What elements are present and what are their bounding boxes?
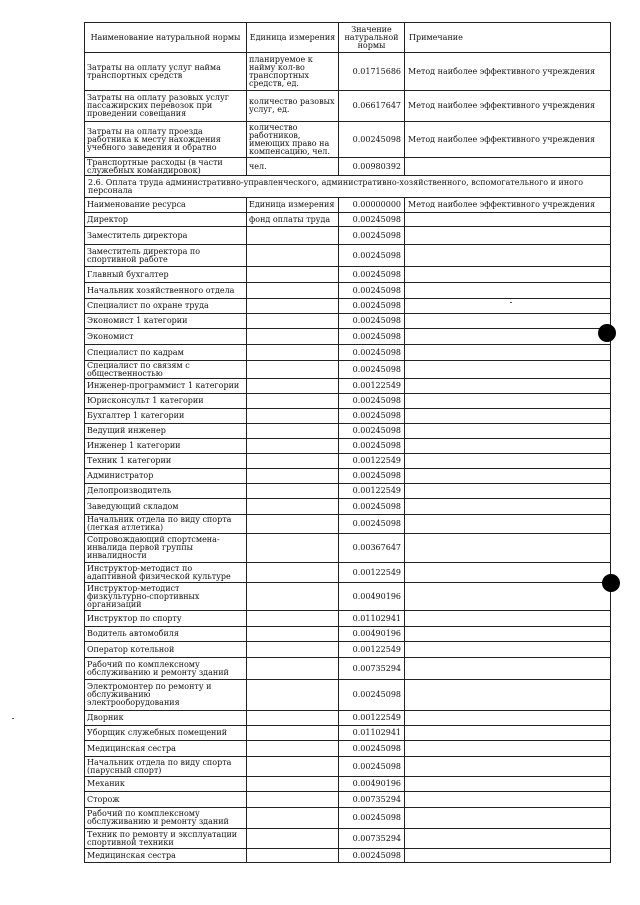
norm-value: 0.01715686 xyxy=(339,53,405,91)
note-cell xyxy=(405,534,611,563)
resource-name: Уборщик служебных помещений xyxy=(85,726,247,741)
unit-cell xyxy=(247,394,339,409)
table-row xyxy=(85,91,611,122)
unit-cell xyxy=(247,379,339,394)
norm-value: 0.00122549 xyxy=(339,711,405,726)
norm-value: 0.00122549 xyxy=(339,563,405,583)
unit-cell xyxy=(247,849,339,863)
table-row xyxy=(85,658,611,680)
note-cell xyxy=(405,741,611,757)
resource-name: Затраты на оплату услуг найма транспортных средств xyxy=(85,53,247,91)
resource-name: Техник 1 категории xyxy=(85,454,247,469)
table-row xyxy=(85,267,611,283)
unit-cell xyxy=(247,534,339,563)
note-cell xyxy=(405,361,611,379)
unit-cell xyxy=(247,642,339,658)
norm-value: 0.00490196 xyxy=(339,777,405,792)
resource-name: Инженер-программист 1 категории xyxy=(85,379,247,394)
resource-name: Начальник отдела по виду спорта (парусный спорт) xyxy=(85,757,247,777)
norm-value: 0.00245098 xyxy=(339,499,405,515)
norm-value: 0.00245098 xyxy=(339,361,405,379)
table-row xyxy=(85,394,611,409)
resource-name: Техник по ремонту и эксплуатации спортивной техники xyxy=(85,829,247,849)
norm-value: 0.00245098 xyxy=(339,680,405,711)
resource-name: Специалист по охране труда xyxy=(85,299,247,314)
resource-name: Дворник xyxy=(85,711,247,726)
norm-value: 0.00245098 xyxy=(339,424,405,439)
table-row xyxy=(85,245,611,267)
note-cell xyxy=(405,849,611,863)
punch-hole xyxy=(598,324,616,342)
note-cell xyxy=(405,379,611,394)
norm-value: 0.00245098 xyxy=(339,245,405,267)
note-cell xyxy=(405,329,611,345)
norm-value: 0.00245098 xyxy=(339,299,405,314)
norm-value: 0.00245098 xyxy=(339,394,405,409)
unit-cell xyxy=(247,469,339,484)
table-row xyxy=(85,680,611,711)
table-row xyxy=(85,726,611,741)
resource-name: Заведующий складом xyxy=(85,499,247,515)
resource-name: Заместитель директора xyxy=(85,227,247,245)
note-cell xyxy=(405,808,611,829)
note-cell xyxy=(405,314,611,329)
norm-value: 0.00245098 xyxy=(339,741,405,757)
table-row xyxy=(85,777,611,792)
resource-name: Рабочий по комплексному обслуживанию и ремонту зданий xyxy=(85,658,247,680)
resource-name: Начальник отдела по виду спорта (легкая атлетика) xyxy=(85,515,247,534)
resource-name: Транспортные расходы (в части служебных командировок) xyxy=(85,158,247,176)
unit-cell: фонд оплаты труда xyxy=(247,213,339,227)
unit-cell: чел. xyxy=(247,158,339,176)
note-cell xyxy=(405,792,611,808)
resource-name: Медицинская сестра xyxy=(85,849,247,863)
norm-value: 0.00245098 xyxy=(339,757,405,777)
note-cell xyxy=(405,658,611,680)
table-row xyxy=(85,439,611,454)
table-row xyxy=(85,424,611,439)
note-cell xyxy=(405,583,611,611)
unit-cell xyxy=(247,563,339,583)
norm-value: 0.01102941 xyxy=(339,726,405,741)
norms-table xyxy=(84,22,611,863)
resource-name: Делопроизводитель xyxy=(85,484,247,499)
norm-value: 0.00245098 xyxy=(339,515,405,534)
unit-cell xyxy=(247,299,339,314)
norm-value: 0.00245098 xyxy=(339,439,405,454)
norm-value: 0.01102941 xyxy=(339,611,405,627)
table-row xyxy=(85,53,611,91)
note-cell xyxy=(405,424,611,439)
table-row xyxy=(85,227,611,245)
resource-name: Инструктор по спорту xyxy=(85,611,247,627)
resource-name: Рабочий по комплексному обслуживанию и ремонту зданий xyxy=(85,808,247,829)
unit-cell xyxy=(247,777,339,792)
table-row xyxy=(85,379,611,394)
resource-name: Сторож xyxy=(85,792,247,808)
note-cell xyxy=(405,158,611,176)
table-row xyxy=(85,329,611,345)
norm-value: 0.00735294 xyxy=(339,658,405,680)
norms-table-body xyxy=(85,23,611,863)
header-unit: Единица измерения xyxy=(247,198,339,213)
resource-name: Заместитель директора по спортивной работе xyxy=(85,245,247,267)
table-row xyxy=(85,409,611,424)
note-cell: Метод наиболее эффективного учреждения xyxy=(405,53,611,91)
table-row xyxy=(85,642,611,658)
norm-value: 0.00122549 xyxy=(339,379,405,394)
unit-cell: количество работников, имеющих право на компенсацию, чел. xyxy=(247,122,339,158)
unit-cell xyxy=(247,484,339,499)
resource-name: Затраты на оплату проезда работника к месту нахождения учебного заведения и обратно xyxy=(85,122,247,158)
note-cell xyxy=(405,439,611,454)
note-cell xyxy=(405,227,611,245)
note-cell xyxy=(405,454,611,469)
norm-value: 0.00245098 xyxy=(339,122,405,158)
table-row xyxy=(85,122,611,158)
norm-value: 0.00245098 xyxy=(339,808,405,829)
resource-name: Оператор котельной xyxy=(85,642,247,658)
table-row xyxy=(85,314,611,329)
resource-name: Механик xyxy=(85,777,247,792)
resource-name: Администратор xyxy=(85,469,247,484)
header-note: Метод наиболее эффективного учреждения xyxy=(405,198,611,213)
note-cell: Метод наиболее эффективного учреждения xyxy=(405,122,611,158)
unit-cell xyxy=(247,499,339,515)
header-note: Примечание xyxy=(405,23,611,53)
note-cell xyxy=(405,484,611,499)
unit-cell xyxy=(247,314,339,329)
table-row xyxy=(85,563,611,583)
table-row xyxy=(85,345,611,361)
unit-cell xyxy=(247,361,339,379)
resource-name: Экономист 1 категории xyxy=(85,314,247,329)
note-cell xyxy=(405,611,611,627)
unit-cell xyxy=(247,267,339,283)
resource-name: Главный бухгалтер xyxy=(85,267,247,283)
unit-cell xyxy=(247,808,339,829)
resource-name: Инструктор-методист физкультурно-спортивных организаций xyxy=(85,583,247,611)
norm-value: 0.00122549 xyxy=(339,454,405,469)
unit-cell xyxy=(247,329,339,345)
table-row xyxy=(85,611,611,627)
resource-name: Специалист по кадрам xyxy=(85,345,247,361)
unit-cell xyxy=(247,627,339,642)
note-cell xyxy=(405,469,611,484)
scan-speck xyxy=(510,302,512,303)
note-cell xyxy=(405,711,611,726)
unit-cell xyxy=(247,245,339,267)
resource-name: Юрисконсульт 1 категории xyxy=(85,394,247,409)
resource-name: Бухгалтер 1 категории xyxy=(85,409,247,424)
note-cell xyxy=(405,726,611,741)
table-row xyxy=(85,583,611,611)
norm-value: 0.00245098 xyxy=(339,345,405,361)
header-name: Наименование натуральной нормы xyxy=(85,23,247,53)
resource-name: Экономист xyxy=(85,329,247,345)
norm-value: 0.00122549 xyxy=(339,642,405,658)
note-cell xyxy=(405,563,611,583)
unit-cell xyxy=(247,345,339,361)
table-row xyxy=(85,499,611,515)
unit-cell xyxy=(247,424,339,439)
header-unit: Единица измерения xyxy=(247,23,339,53)
resource-name: Водитель автомобиля xyxy=(85,627,247,642)
resource-name: Директор xyxy=(85,213,247,227)
norm-value: 0.00245098 xyxy=(339,283,405,299)
unit-cell xyxy=(247,611,339,627)
table-row xyxy=(85,158,611,176)
resource-name: Инструктор-методист по адаптивной физической культуре xyxy=(85,563,247,583)
norm-value: 0.00980392 xyxy=(339,158,405,176)
table-row xyxy=(85,829,611,849)
section-row xyxy=(85,176,611,198)
resource-name: Медицинская сестра xyxy=(85,741,247,757)
table-row xyxy=(85,741,611,757)
note-cell xyxy=(405,299,611,314)
table-row xyxy=(85,849,611,863)
unit-cell xyxy=(247,726,339,741)
norm-value: 0.00245098 xyxy=(339,213,405,227)
note-cell xyxy=(405,627,611,642)
unit-cell xyxy=(247,658,339,680)
header-resource-name: Наименование ресурса xyxy=(85,198,247,213)
header-value: 0.00000000 xyxy=(339,198,405,213)
unit-cell xyxy=(247,583,339,611)
norm-value: 0.00735294 xyxy=(339,792,405,808)
resource-name: Электромонтер по ремонту и обслуживанию электрооборудования xyxy=(85,680,247,711)
table-row xyxy=(85,469,611,484)
table-row xyxy=(85,792,611,808)
table-row xyxy=(85,534,611,563)
note-cell xyxy=(405,245,611,267)
unit-cell xyxy=(247,409,339,424)
note-cell xyxy=(405,642,611,658)
note-cell xyxy=(405,499,611,515)
note-cell xyxy=(405,394,611,409)
note-cell xyxy=(405,409,611,424)
unit-cell xyxy=(247,757,339,777)
table-row xyxy=(85,213,611,227)
section-title: 2.6. Оплата труда административно-управленческого, административно-хозяйственного, вспомогательного и иного персонала xyxy=(85,176,611,198)
resource-name: Специалист по связям с общественностью xyxy=(85,361,247,379)
unit-cell xyxy=(247,439,339,454)
table-row xyxy=(85,454,611,469)
unit-cell xyxy=(247,227,339,245)
note-cell xyxy=(405,515,611,534)
unit-cell xyxy=(247,792,339,808)
note-cell xyxy=(405,283,611,299)
norm-value: 0.00245098 xyxy=(339,267,405,283)
norm-value: 0.00245098 xyxy=(339,469,405,484)
resource-name: Ведущий инженер xyxy=(85,424,247,439)
resource-name: Сопровождающий спортсмена-инвалида первой группы инвалидности xyxy=(85,534,247,563)
note-cell xyxy=(405,213,611,227)
norm-value: 0.00245098 xyxy=(339,314,405,329)
norm-value: 0.00735294 xyxy=(339,829,405,849)
punch-hole xyxy=(602,574,620,592)
unit-cell xyxy=(247,680,339,711)
unit-cell xyxy=(247,283,339,299)
norm-value: 0.00245098 xyxy=(339,409,405,424)
table-row xyxy=(85,627,611,642)
norm-value: 0.00490196 xyxy=(339,627,405,642)
scan-speck xyxy=(12,718,14,719)
unit-cell xyxy=(247,515,339,534)
norm-value: 0.00490196 xyxy=(339,583,405,611)
table-row xyxy=(85,808,611,829)
note-cell xyxy=(405,680,611,711)
unit-cell: планируемое к найму кол-во транспортных средств, ед. xyxy=(247,53,339,91)
resource-name: Инженер 1 категории xyxy=(85,439,247,454)
table-row xyxy=(85,283,611,299)
resource-name: Начальник хозяйственного отдела xyxy=(85,283,247,299)
note-cell xyxy=(405,267,611,283)
unit-cell xyxy=(247,711,339,726)
unit-cell xyxy=(247,454,339,469)
note-cell xyxy=(405,777,611,792)
header-value: Значение натуральной нормы xyxy=(339,23,405,53)
table-row xyxy=(85,515,611,534)
resource-name: Затраты на оплату разовых услуг пассажирских перевозок при проведении совещания xyxy=(85,91,247,122)
norm-value: 0.00122549 xyxy=(339,484,405,499)
unit-cell xyxy=(247,741,339,757)
note-cell xyxy=(405,345,611,361)
norm-value: 0.06617647 xyxy=(339,91,405,122)
norm-value: 0.00367647 xyxy=(339,534,405,563)
section-header-row xyxy=(85,198,611,213)
norm-value: 0.00245098 xyxy=(339,329,405,345)
table-row xyxy=(85,361,611,379)
table-row xyxy=(85,484,611,499)
unit-cell: количество разовых услуг, ед. xyxy=(247,91,339,122)
table-header-row xyxy=(85,23,611,53)
table-row xyxy=(85,299,611,314)
table-row xyxy=(85,757,611,777)
note-cell xyxy=(405,829,611,849)
unit-cell xyxy=(247,829,339,849)
note-cell xyxy=(405,757,611,777)
table-row xyxy=(85,711,611,726)
norm-value: 0.00245098 xyxy=(339,849,405,863)
norm-value: 0.00245098 xyxy=(339,227,405,245)
note-cell: Метод наиболее эффективного учреждения xyxy=(405,91,611,122)
